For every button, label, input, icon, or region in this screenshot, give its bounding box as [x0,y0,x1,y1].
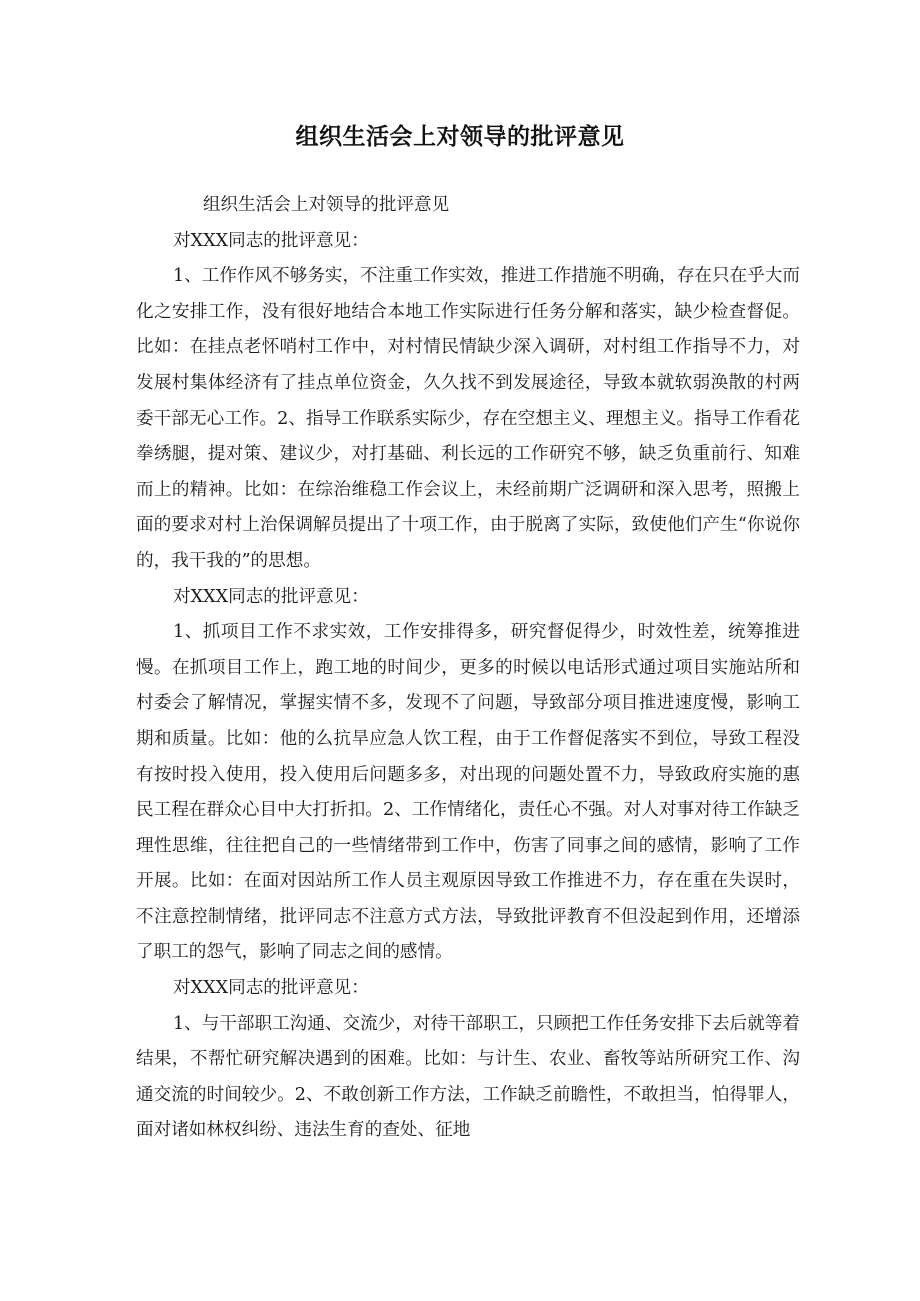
paragraph: 1、抓项目工作不求实效，工作安排得多，研究督促得少，时效性差，统筹推进慢。在抓项目工作上，跑工地的时间少，更多的时候以电话形式通过项目实施站所和村委会了解情况，掌握实情不多，发现不了问题，导致部分项目推进速度慢，影响工期和质量。比如：他的么抗旱应急人饮工程，由于工作督促落实不到位，导致工程没有按时投入使用，投入使用后问题多多，对出现的问题处置不力，导致政府实施的惠民工程在群众心目中大打折扣。2、工作情绪化，责任心不强。对人对事对待工作缺乏理性思维，往往把自己的一些情绪带到工作中，伤害了同事之间的感情，影响了工作开展。比如：在面对因站所工作人员主观原因导致工作推进不力，存在重在失误时，不注意控制情绪，批评同志不注意方式方法，导致批评教育不但没起到作用，还增添了职工的怨气，影响了同志之间的感情。 [136,622,800,963]
section-heading: 对XXX同志的批评意见： [172,978,369,999]
document-title: 组织生活会上对领导的批评意见 [295,124,625,150]
document-subtitle: 组织生活会上对领导的批评意见 [202,195,450,215]
paragraph: 1、工作作风不够务实，不注重工作实效，推进工作措施不明确，存在只在乎大而化之安排工作，没有很好地结合本地工作实际进行任务分解和落实，缺少检查督促。比如：在挂点老怀哨村工作中，对村情民情缺少深入调研，对村组工作指导不力，对发展村集体经济有了挂点单位资金，久久找不到发展途径，导致本就软弱涣散的村两委干部无心工作。2、指导工作联系实际少，存在空想主义、理想主义。指导工作看花拳绣腿，提对策、建议少，对打基础、利长远的工作研究不够，缺乏负重前行、知难而上的精神。比如：在综治维稳工作会议上，未经前期广泛调研和深入思考，照搬上面的要求对村上治保调解员提出了十项工作，由于脱离了实际，致使他们产生“你说你的，我干我的”的思想。 [136,266,800,571]
document-body [136,188,800,1149]
section-heading: 对XXX同志的批评意见： [172,586,369,607]
paragraph: 1、与干部职工沟通、交流少，对待干部职工，只顾把工作任务安排下去后就等着结果，不帮忙研究解决遇到的困难。比如：与计生、农业、畜牧等站所研究工作、沟通交流的时间较少。2、不敢创新工作方法，工作缺乏前瞻性，不敢担当，怕得罪人，面对诸如林权纠纷、违法生育的查处、征地 [136,1013,800,1141]
section-heading: 对XXX同志的批评意见： [172,230,369,251]
